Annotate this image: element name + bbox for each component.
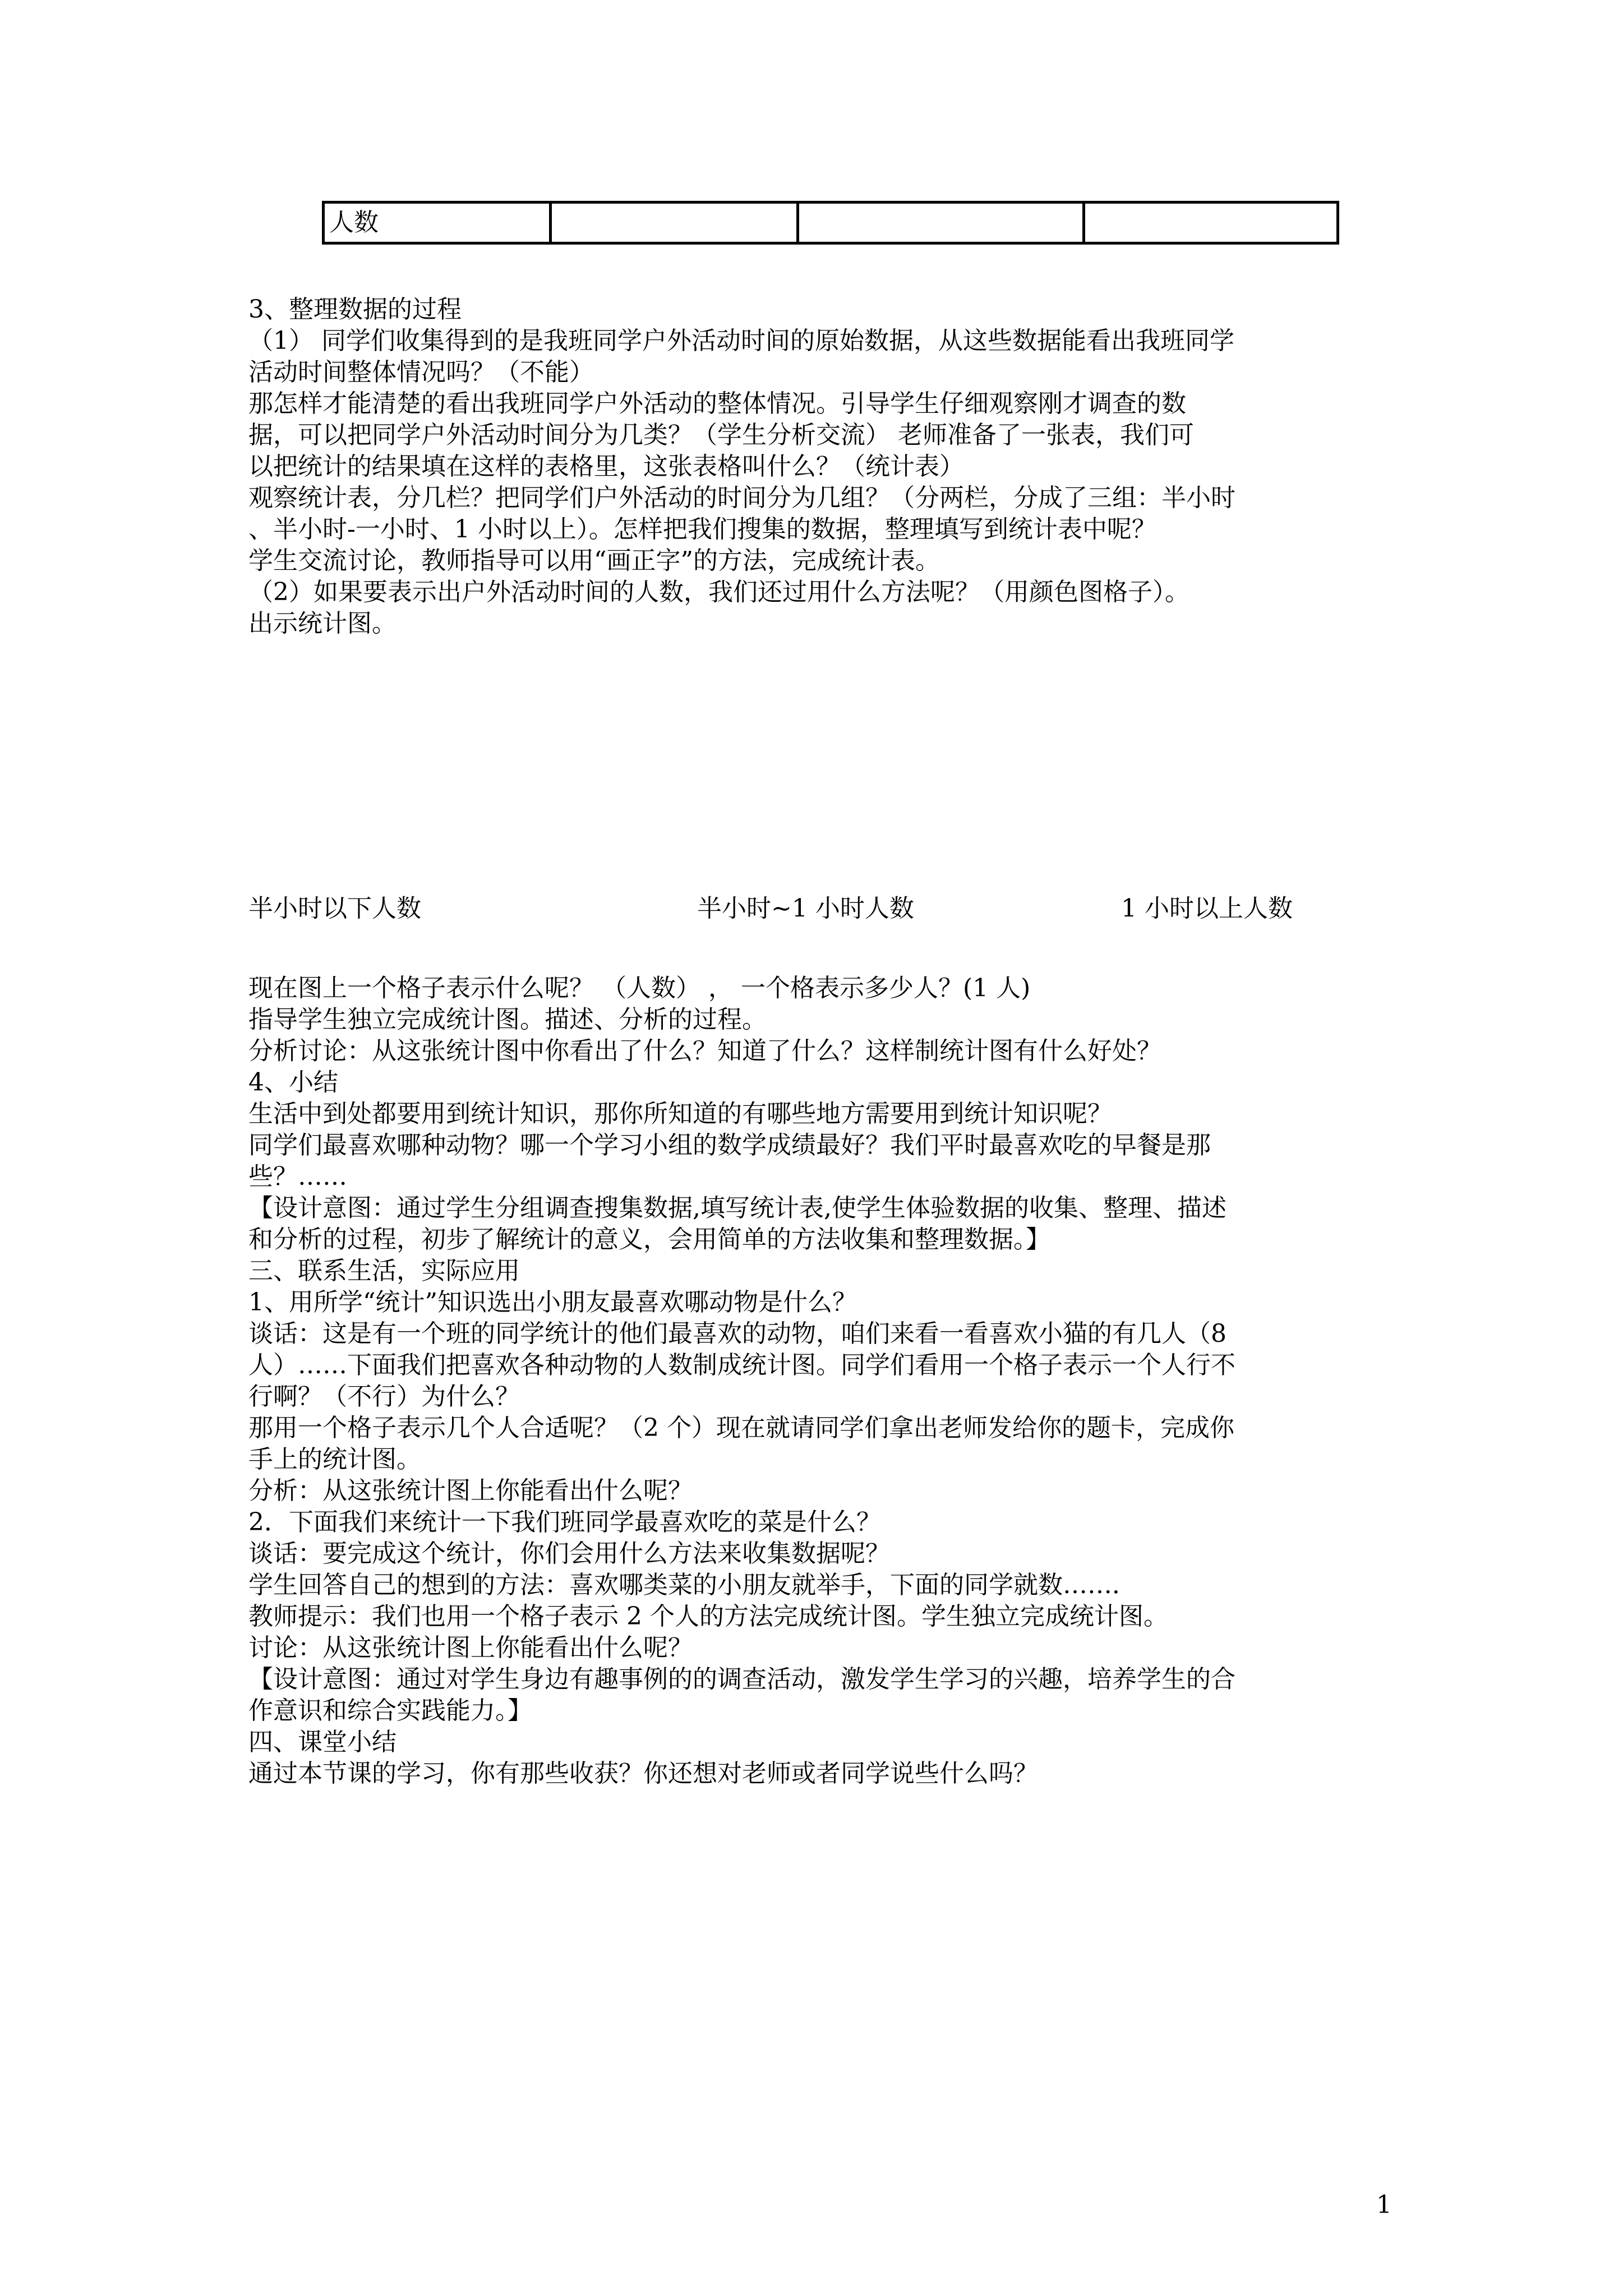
design-intent-note: 【设计意图：通过学生分组调查搜集数据,填写统计表,使学生体验数据的收集、整理、描述 xyxy=(248,1194,1227,1222)
paragraph-line: 以把统计的结果填在这样的表格里，这张表格叫什么？（统计表） xyxy=(248,452,964,481)
paragraph-line: 分析：从这张统计图上你能看出什么呢？ xyxy=(248,1476,693,1505)
paragraph-line: 些？…… xyxy=(248,1162,347,1191)
paragraph-line: 据，可以把同学户外活动时间分为几类？（学生分析交流） 老师准备了一张表，我们可 xyxy=(248,421,1194,449)
paragraph-line: 2．下面我们来统计一下我们班同学最喜欢吃的菜是什么？ xyxy=(248,1508,881,1536)
section-lesson-continued xyxy=(248,973,1404,1789)
paragraph-line: （2）如果要表示出户外活动时间的人数，我们还过用什么方法呢？（用颜色图格子）。 xyxy=(248,578,1189,606)
paragraph-line: 同学们最喜欢哪种动物？哪一个学习小组的数学成绩最好？我们平时最喜欢吃的早餐是那 xyxy=(248,1131,1211,1159)
paragraph-line: 教师提示：我们也用一个格子表示 2 个人的方法完成统计图。学生独立完成统计图。 xyxy=(248,1602,1168,1631)
paragraph-line: 行啊？（不行）为什么？ xyxy=(248,1382,520,1411)
paragraph-line: 手上的统计图。 xyxy=(248,1445,421,1474)
paragraph-line: 生活中到处都要用到统计知识，那你所知道的有哪些地方需要用到统计知识呢？ xyxy=(248,1099,1112,1128)
paragraph-line: 1、用所学“统计”知识选出小朋友最喜欢哪动物是什么？ xyxy=(248,1288,857,1317)
chart-category-label-over-one-hour: 1 小时以上人数 xyxy=(1121,894,1293,923)
table-row-label: 人数 xyxy=(324,203,551,243)
statistics-table xyxy=(322,201,1339,245)
design-intent-note: 作意识和综合实践能力。】 xyxy=(248,1696,532,1725)
table-cell-empty xyxy=(1084,203,1338,243)
paragraph-line: 谈话：要完成这个统计，你们会用什么方法来收集数据呢？ xyxy=(248,1539,890,1568)
paragraph-line: 人）……下面我们把喜欢各种动物的人数制成统计图。同学们看用一个格子表示一个人行不 xyxy=(248,1351,1235,1379)
paragraph-line: 那怎样才能清楚的看出我班同学户外活动的整体情况。引导学生仔细观察刚才调查的数 xyxy=(248,389,1186,418)
paragraph-line: 讨论：从这张统计图上你能看出什么呢？ xyxy=(248,1634,693,1662)
table-cell-empty xyxy=(798,203,1084,243)
section-heading: 三、联系生活，实际应用 xyxy=(248,1257,520,1285)
paragraph-line: 分析讨论：从这张统计图中你看出了什么？知道了什么？这样制统计图有什么好处？ xyxy=(248,1037,1161,1065)
paragraph-line: （1） 同学们收集得到的是我班同学户外活动时间的原始数据，从这些数据能看出我班同学 xyxy=(248,326,1234,355)
paragraph-line: 谈话：这是有一个班的同学统计的他们最喜欢的动物，咱们来看一看喜欢小猫的有几人（8 xyxy=(248,1319,1227,1348)
paragraph-line: 观察统计表，分几栏？把同学们户外活动的时间分为几组？（分两栏，分成了三组：半小时 xyxy=(248,484,1235,512)
section-data-organizing xyxy=(248,294,1404,639)
section-heading: 4、小结 xyxy=(248,1068,338,1097)
table-cell-empty xyxy=(551,203,798,243)
chart-category-label-under-half-hour: 半小时以下人数 xyxy=(248,894,421,923)
paragraph-line: 指导学生独立完成统计图。描述、分析的过程。 xyxy=(248,1005,767,1034)
table-row xyxy=(324,203,1338,243)
paragraph-line: 、半小时-一小时、1 小时以上）。怎样把我们搜集的数据，整理填写到统计表中呢？ xyxy=(248,515,1156,544)
paragraph-line: 现在图上一个格子表示什么呢？ （人数） ， 一个格表示多少人？(1 人) xyxy=(248,974,1031,1002)
paragraph-line: 学生回答自己的想到的方法：喜欢哪类菜的小朋友就举手，下面的同学就数……． xyxy=(248,1571,1137,1599)
design-intent-note: 【设计意图：通过对学生身边有趣事例的的调查活动，激发学生学习的兴趣，培养学生的合 xyxy=(248,1665,1235,1694)
paragraph-line: 那用一个格子表示几个人合适呢？（2 个）现在就请同学们拿出老师发给你的题卡，完成你 xyxy=(248,1414,1234,1442)
section-heading: 四、课堂小结 xyxy=(248,1728,396,1756)
chart-category-label-half-to-one-hour: 半小时~1 小时人数 xyxy=(697,894,914,923)
paragraph-line: 学生交流讨论，教师指导可以用“画正字”的方法，完成统计表。 xyxy=(248,546,940,575)
paragraph-line: 通过本节课的学习，你有那些收获？你还想对老师或者同学说些什么吗？ xyxy=(248,1759,1038,1788)
page-number: 1 xyxy=(1376,2191,1392,2219)
paragraph-line: 出示统计图。 xyxy=(248,609,396,638)
section-heading: 3、整理数据的过程 xyxy=(248,295,462,324)
design-intent-note: 和分析的过程，初步了解统计的意义，会用简单的方法收集和整理数据。】 xyxy=(248,1225,1050,1254)
paragraph-line: 活动时间整体情况吗？（不能） xyxy=(248,358,594,386)
